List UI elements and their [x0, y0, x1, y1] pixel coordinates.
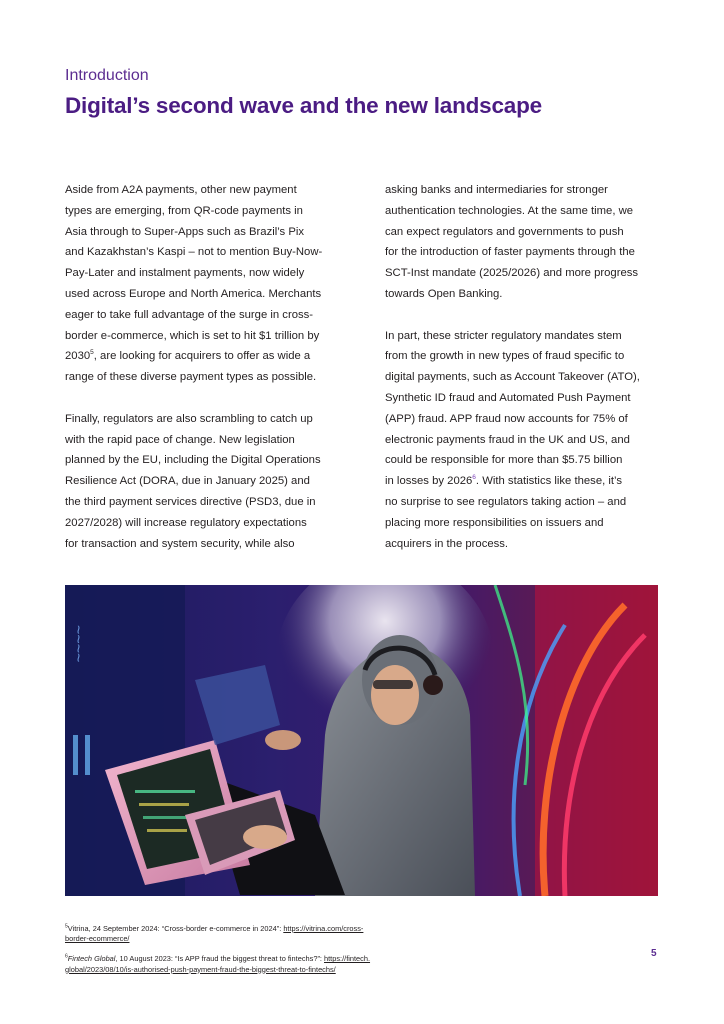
footnote-ref-6[interactable]: 6: [472, 474, 476, 482]
footnote-line: [65, 965, 485, 975]
footnote-link[interactable]: https://vitrina.com/cross-: [283, 924, 364, 933]
text-line: from the growth in new types of fraud specific to: [385, 350, 625, 363]
text-line: [385, 471, 670, 492]
page-title: Digital’s second wave and the new landscape: [65, 93, 542, 118]
text-line: authentication technologies. At the same time, we: [385, 204, 634, 217]
text-line: Asia through to Super-Apps such as Brazil’s Pix: [65, 225, 305, 238]
text-line: for transaction and system security, while also: [65, 537, 295, 550]
text-line: SCT-Inst mandate (2025/2026) and more progress: [385, 267, 639, 280]
paragraph: [385, 180, 670, 305]
text-line: Pay-Later and instalment payments, now widely: [65, 267, 305, 280]
text-line: placing more responsibilities on issuers and: [385, 516, 604, 529]
text-line: could be responsible for more than $5.75 billion: [385, 454, 623, 467]
text-line: used across Europe and North America. Merchants: [65, 287, 322, 300]
text-line: can expect regulators and governments to push: [385, 225, 624, 238]
left-column: [65, 180, 350, 575]
text-line: no surprise to see regulators taking action – and: [385, 495, 627, 508]
text-line: (APP) fraud. APP fraud now accounts for 75% of: [385, 412, 628, 425]
footnote-text: , 10 August 2023: “Is APP fraud the biggest threat to fintechs?”:: [115, 954, 325, 964]
text-fragment: . With statistics like these, it’s: [475, 475, 622, 488]
text-line: In part, these stricter regulatory mandates stem: [385, 329, 622, 342]
footnote-line: [65, 934, 485, 944]
text-line: range of these diverse payment types as possible.: [65, 371, 317, 384]
text-line: for the introduction of faster payments through the: [385, 246, 635, 259]
footnote-6: [65, 954, 485, 974]
footnote-link[interactable]: https://fintech.: [324, 954, 371, 964]
text-line: towards Open Banking.: [385, 287, 503, 300]
text-fragment: in losses by 2026: [385, 475, 473, 488]
text-line: planned by the EU, including the Digital Operations: [65, 454, 321, 467]
text-line: eager to take full advantage of the surge in cross-: [65, 308, 314, 321]
photo-illustration: [65, 585, 658, 896]
text-line: electronic payments fraud in the UK and US, and: [385, 433, 630, 446]
footnote-link[interactable]: border-ecommerce/: [65, 934, 130, 944]
text-line: Synthetic ID fraud and Automated Push Payment: [385, 391, 631, 404]
footnotes: [65, 924, 485, 985]
footnote-ref-5[interactable]: 5: [90, 349, 94, 357]
text-line: asking banks and intermediaries for stronger: [385, 184, 608, 196]
footnote-text: Vitrina, 24 September 2024: “Cross-border e-commerce in 2024”:: [67, 924, 284, 933]
paragraph: [65, 409, 350, 555]
text-line: types are emerging, from QR-code payments in: [65, 204, 303, 217]
footnote-line: [65, 924, 485, 934]
text-fragment: , are looking for acquirers to offer as wide a: [93, 350, 311, 363]
text-line: Resilience Act (DORA, due in January 2025) and: [65, 475, 310, 488]
footnote-number: 5: [65, 923, 68, 930]
page-number: 5: [651, 948, 657, 959]
footnote-link[interactable]: global/2023/08/10/is-authorised-push-payment-fraud-the-biggest-threat-to-fintechs/: [65, 964, 336, 974]
text-line: [65, 346, 350, 367]
section-label: Introduction: [65, 67, 149, 84]
footnote-line: [65, 954, 485, 964]
text-line: the third payment services directive (PSD3, due in: [65, 495, 316, 508]
footnote-source: Fintech Global: [67, 954, 116, 964]
text-line: Finally, regulators are also scrambling to catch up: [65, 412, 313, 425]
text-line: acquirers in the process.: [385, 537, 509, 550]
hero-photo: [65, 585, 658, 896]
paragraph: [385, 326, 670, 555]
paragraph: [65, 180, 350, 388]
text-line: Aside from A2A payments, other new payment: [65, 184, 297, 196]
text-line: and Kazakhstan’s Kaspi – not to mention Buy-Now-: [65, 246, 323, 259]
footnote-number: 6: [65, 953, 68, 960]
text-line: 2027/2028) will increase regulatory expectations: [65, 516, 307, 529]
svg-text:~~~~: ~~~~: [69, 625, 86, 663]
text-fragment: 2030: [65, 350, 91, 363]
right-column: [385, 180, 670, 575]
footnote-5: [65, 924, 485, 944]
text-line: digital payments, such as Account Takeover (ATO),: [385, 371, 640, 384]
text-line: border e-commerce, which is set to hit $1 trillion by: [65, 329, 320, 342]
text-line: with the rapid pace of change. New legislation: [65, 433, 295, 446]
